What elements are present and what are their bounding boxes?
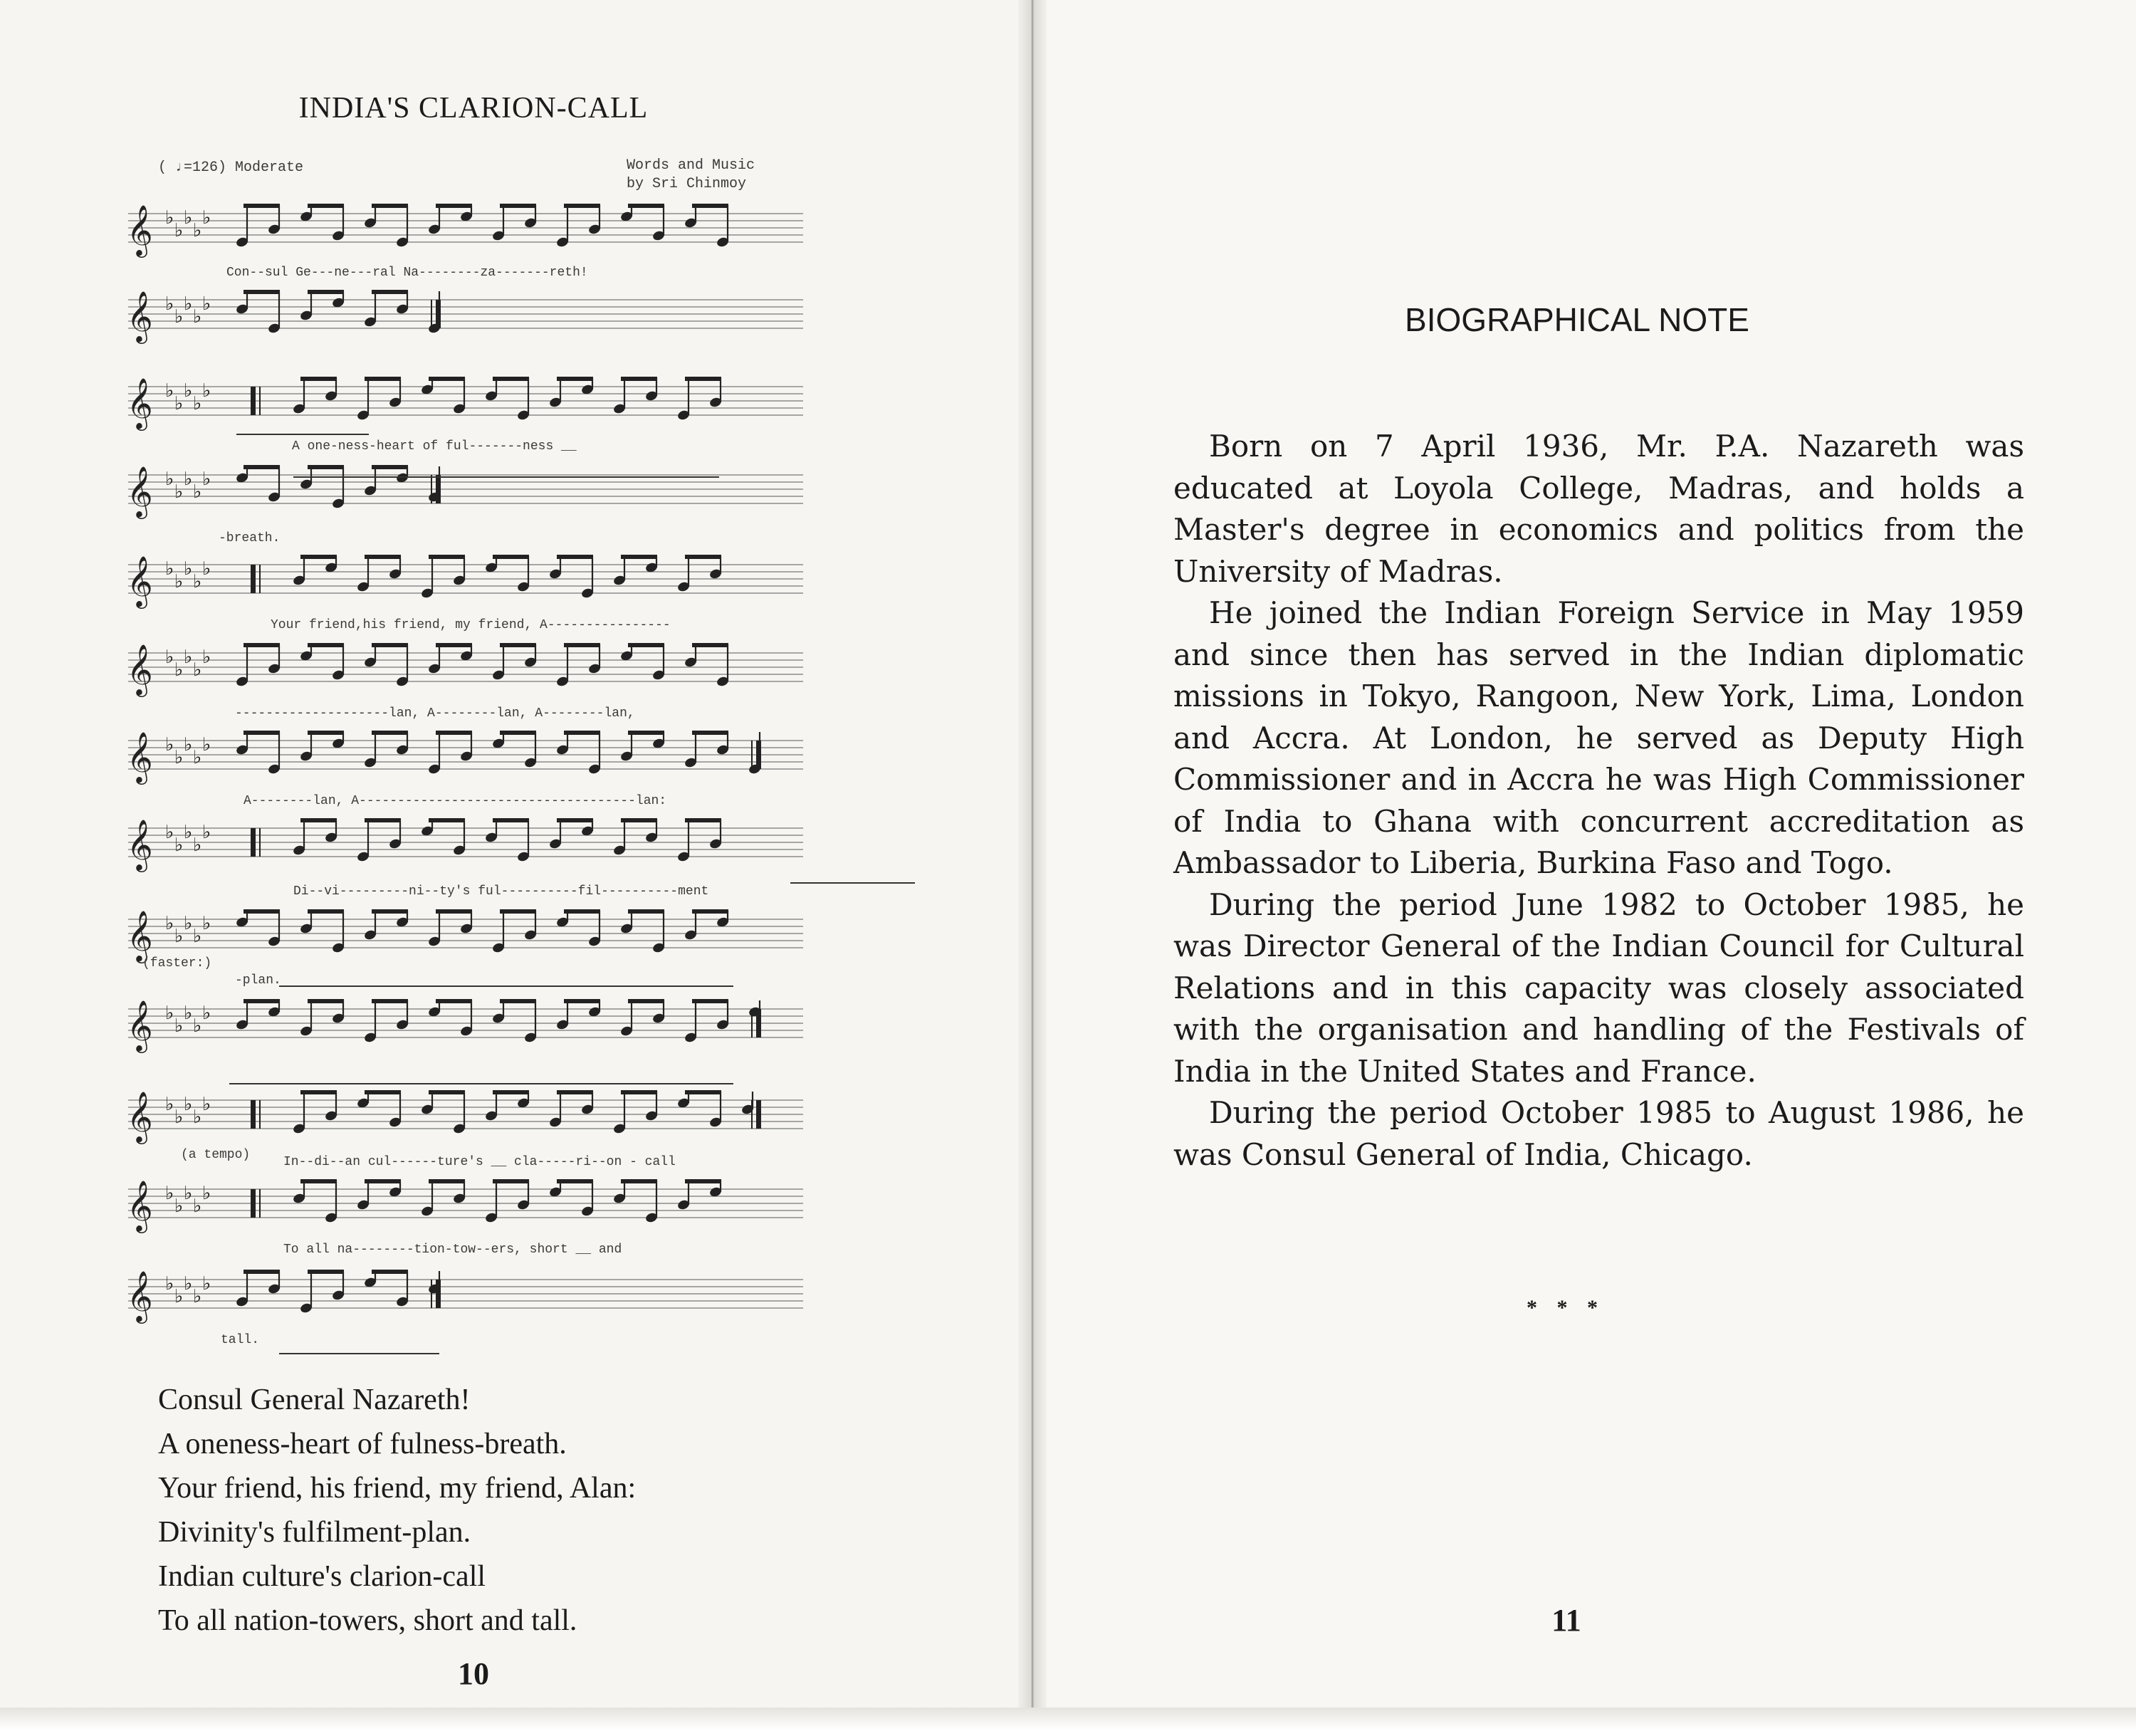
lyric-line-13: tall. [221, 1333, 260, 1347]
repeat-end-barline [756, 1100, 761, 1129]
flat-sign-icon: ♭ [174, 659, 184, 681]
verse-line: Consul General Nazareth! [158, 1384, 471, 1416]
bio-paragraph: During the period October 1985 to August 1986, he was Consul General of India, Chicago. [1173, 1095, 2024, 1172]
song-title: INDIA'S CLARION-CALL [298, 92, 649, 125]
flat-sign-icon: ♭ [193, 926, 202, 947]
note-beam [244, 465, 280, 469]
flat-sign-icon: ♭ [165, 207, 174, 229]
flat-sign-icon: ♭ [202, 647, 211, 668]
lyric-line-7: A--------lan, A------------------------------------lan: [244, 794, 667, 808]
flat-sign-icon: ♭ [165, 1273, 174, 1295]
note-beam [365, 377, 401, 381]
note-beam [500, 909, 536, 914]
flat-sign-icon: ♭ [184, 207, 193, 229]
flat-sign-icon: ♭ [165, 1003, 174, 1024]
note-beam [372, 909, 408, 914]
note-beam [621, 377, 657, 381]
flat-sign-icon: ♭ [184, 380, 193, 402]
verse-line: To all nation-towers, short and tall. [158, 1604, 577, 1637]
flat-sign-icon: ♭ [202, 1003, 211, 1024]
note-beam [372, 643, 408, 647]
note-beam [564, 204, 600, 208]
treble-clef-icon: 𝄞 [127, 818, 153, 870]
repeat-start-barline [251, 828, 256, 857]
flat-sign-icon: ♭ [202, 293, 211, 315]
treble-clef-icon: 𝄞 [127, 731, 153, 783]
flat-sign-icon: ♭ [184, 293, 193, 315]
note-beam [300, 1090, 337, 1094]
flat-sign-icon: ♭ [165, 822, 174, 843]
note-beam [692, 909, 728, 914]
lyric-line-8: Di--vi---------ni--ty's ful----------fil----------ment [293, 884, 709, 899]
lyric-line-11: In--di--an cul------ture's __ cla-----ri--on - call [283, 1155, 676, 1169]
flat-sign-icon: ♭ [193, 747, 202, 768]
note-beam [557, 1179, 593, 1183]
lyric-line-6: --------------------lan, A--------lan, A--------lan, [235, 706, 635, 721]
flat-sign-icon: ♭ [184, 822, 193, 843]
note-beam [244, 1270, 280, 1274]
credit-line: Words and Music [627, 157, 755, 174]
flat-sign-icon: ♭ [202, 380, 211, 402]
repeat-start-barline [251, 565, 256, 593]
bio-paragraph: He joined the Indian Foreign Service in May 1959 and since then has served in the Indian diplomatic missions in Tokyo, Rangoon, New York, Lima, London and Accra. At London, he served as Deputy High Commissioner and in Accra he was High Commissioner of India to Ghana with concurrent accreditation as Ambassador to Liberia, Burkina Faso and Togo. [1173, 595, 2024, 880]
flat-sign-icon: ♭ [202, 1094, 211, 1115]
note-beam [500, 204, 536, 208]
flat-sign-icon: ♭ [174, 306, 184, 328]
flat-sign-icon: ♭ [184, 469, 193, 490]
flat-sign-icon: ♭ [184, 913, 193, 934]
flat-sign-icon: ♭ [193, 1286, 202, 1307]
repeat-end-barline [756, 741, 761, 769]
tempo-marking: ( ♩=126) Moderate [158, 160, 304, 176]
note-beam [429, 1090, 465, 1094]
verse-line: Your friend, his friend, my friend, Alan: [158, 1472, 637, 1505]
note-beam [244, 909, 280, 914]
treble-clef-icon: 𝄞 [127, 1270, 153, 1322]
note-beam [692, 999, 728, 1003]
flat-sign-icon: ♭ [174, 571, 184, 592]
flat-sign-icon: ♭ [165, 647, 174, 668]
page-number-right: 11 [1551, 1603, 1581, 1638]
note-beam [493, 1179, 529, 1183]
note-beam [429, 377, 465, 381]
score-mark-a-tempo: (a tempo) [181, 1148, 251, 1162]
flat-sign-icon: ♭ [202, 558, 211, 580]
flat-sign-icon: ♭ [193, 393, 202, 414]
note-beam [692, 204, 728, 208]
note-beam [628, 204, 664, 208]
treble-clef-icon: 𝄞 [127, 290, 153, 342]
flat-sign-icon: ♭ [202, 913, 211, 934]
bio-paragraph: Born on 7 April 1936, Mr. P.A. Nazareth was educated at Loyola College, Madras, and holds a Master's degree in economics and politics from the University of Madras. [1173, 429, 2024, 589]
flat-sign-icon: ♭ [174, 1107, 184, 1128]
flat-sign-icon: ♭ [174, 220, 184, 241]
note-beam [628, 909, 664, 914]
flat-sign-icon: ♭ [184, 558, 193, 580]
note-beam [685, 1179, 721, 1183]
note-beam [436, 643, 472, 647]
note-beam [621, 818, 657, 822]
treble-clef-icon: 𝄞 [127, 555, 153, 607]
flat-sign-icon: ♭ [193, 1015, 202, 1037]
note-beam [628, 999, 664, 1003]
treble-clef-icon: 𝄞 [127, 909, 153, 961]
note-beam [621, 1090, 657, 1094]
song-verse [158, 1378, 636, 1643]
note-beam [244, 999, 280, 1003]
lyric-line-12: To all na--------tion-tow--ers, short __ and [283, 1243, 622, 1257]
note-beam [692, 731, 728, 735]
note-beam [621, 1179, 657, 1183]
note-beam [564, 731, 600, 735]
note-beam [372, 290, 408, 294]
note-beam [557, 818, 593, 822]
note-beam [436, 204, 472, 208]
right-page [1032, 0, 2136, 1716]
note-beam [493, 555, 529, 559]
flat-sign-icon: ♭ [165, 1094, 174, 1115]
page-bottom-edge [0, 1708, 2136, 1736]
note-beam [308, 290, 344, 294]
note-beam [628, 731, 664, 735]
note-beam [493, 377, 529, 381]
flat-sign-icon: ♭ [165, 293, 174, 315]
note-beam [429, 1179, 465, 1183]
treble-clef-icon: 𝄞 [127, 1090, 153, 1142]
note-beam [500, 731, 536, 735]
flat-sign-icon: ♭ [202, 469, 211, 490]
note-beam [308, 643, 344, 647]
note-beam [308, 731, 344, 735]
note-beam [685, 818, 721, 822]
note-beam [372, 999, 408, 1003]
treble-clef-icon: 𝄞 [127, 643, 153, 695]
note-beam [429, 818, 465, 822]
note-beam [436, 909, 472, 914]
note-beam [365, 1179, 401, 1183]
note-beam [244, 731, 280, 735]
flat-sign-icon: ♭ [193, 220, 202, 241]
flat-sign-icon: ♭ [165, 1183, 174, 1204]
lyric-line-1: Con--sul Ge---ne---ral Na--------za-------reth! [226, 266, 588, 280]
note-beam [308, 465, 344, 469]
flat-sign-icon: ♭ [165, 380, 174, 402]
verse-line: Divinity's fulfilment-plan. [158, 1516, 471, 1549]
flat-sign-icon: ♭ [184, 1003, 193, 1024]
note-beam [436, 999, 472, 1003]
treble-clef-icon: 𝄞 [127, 204, 153, 256]
note-beam [429, 555, 465, 559]
flat-sign-icon: ♭ [193, 306, 202, 328]
note-beam [621, 555, 657, 559]
flat-sign-icon: ♭ [193, 481, 202, 503]
repeat-end-barline [436, 475, 441, 503]
biography-text [1173, 426, 2024, 1176]
flat-sign-icon: ♭ [165, 913, 174, 934]
flat-sign-icon: ♭ [184, 1094, 193, 1115]
flat-sign-icon: ♭ [174, 835, 184, 856]
lyric-line-4: -breath. [219, 531, 281, 545]
treble-clef-icon: 𝄞 [127, 377, 153, 429]
flat-sign-icon: ♭ [193, 659, 202, 681]
note-beam [365, 1090, 401, 1094]
flat-sign-icon: ♭ [202, 734, 211, 755]
flat-sign-icon: ♭ [184, 734, 193, 755]
repeat-start-barline [251, 387, 256, 415]
flat-sign-icon: ♭ [174, 747, 184, 768]
note-beam [300, 377, 337, 381]
note-beam [365, 818, 401, 822]
flat-sign-icon: ♭ [165, 558, 174, 580]
note-beam [372, 1270, 408, 1274]
note-beam [564, 909, 600, 914]
flat-sign-icon: ♭ [184, 1273, 193, 1295]
note-beam [300, 1179, 337, 1183]
flat-sign-icon: ♭ [193, 1107, 202, 1128]
flat-sign-icon: ♭ [193, 835, 202, 856]
note-beam [308, 999, 344, 1003]
note-beam [308, 1270, 344, 1274]
note-beam [500, 643, 536, 647]
note-beam [500, 999, 536, 1003]
note-beam [493, 1090, 529, 1094]
note-beam [300, 555, 337, 559]
note-beam [685, 1090, 721, 1094]
note-beam [308, 204, 344, 208]
flat-sign-icon: ♭ [202, 1183, 211, 1204]
flat-sign-icon: ♭ [174, 1286, 184, 1307]
section-title: BIOGRAPHICAL NOTE [1405, 301, 1749, 338]
note-beam [557, 1090, 593, 1094]
section-separator: * * * [1527, 1296, 1605, 1319]
flat-sign-icon: ♭ [174, 393, 184, 414]
note-beam [372, 204, 408, 208]
note-beam [436, 731, 472, 735]
note-beam [300, 818, 337, 822]
note-beam [244, 204, 280, 208]
flat-sign-icon: ♭ [174, 1196, 184, 1217]
book-spine-gutter [1018, 0, 1047, 1716]
flat-sign-icon: ♭ [165, 734, 174, 755]
note-beam [493, 818, 529, 822]
treble-clef-icon: 𝄞 [127, 465, 153, 517]
flat-sign-icon: ♭ [193, 571, 202, 592]
credit-line: by Sri Chinmoy [627, 176, 747, 192]
repeat-end-barline [756, 1009, 761, 1037]
repeat-start-barline [251, 1189, 256, 1218]
verse-line: Indian culture's clarion-call [158, 1560, 486, 1593]
flat-sign-icon: ♭ [184, 1183, 193, 1204]
flat-sign-icon: ♭ [193, 1196, 202, 1217]
note-beam [564, 643, 600, 647]
repeat-end-barline [436, 1280, 441, 1308]
flat-sign-icon: ♭ [202, 207, 211, 229]
flat-sign-icon: ♭ [165, 469, 174, 490]
flat-sign-icon: ♭ [174, 1015, 184, 1037]
left-page [0, 0, 1032, 1716]
note-beam [692, 643, 728, 647]
note-beam [308, 909, 344, 914]
score-mark-faster: (faster:) [142, 956, 212, 971]
repeat-end-barline [436, 300, 441, 328]
lyric-line-9: -plan. [235, 973, 281, 988]
note-beam [557, 377, 593, 381]
flat-sign-icon: ♭ [184, 647, 193, 668]
note-beam [685, 377, 721, 381]
flat-sign-icon: ♭ [202, 1273, 211, 1295]
note-beam [557, 555, 593, 559]
note-beam [244, 290, 280, 294]
flat-sign-icon: ♭ [174, 926, 184, 947]
treble-clef-icon: 𝄞 [127, 999, 153, 1051]
note-beam [564, 999, 600, 1003]
note-beam [628, 643, 664, 647]
repeat-start-barline [251, 1100, 256, 1129]
note-beam [244, 643, 280, 647]
page-number-left: 10 [458, 1656, 489, 1691]
flat-sign-icon: ♭ [202, 822, 211, 843]
note-beam [365, 555, 401, 559]
treble-clef-icon: 𝄞 [127, 1179, 153, 1231]
lyric-line-3: A one-ness-heart of ful-------ness __ [292, 439, 577, 454]
bio-paragraph: During the period June 1982 to October 1985, he was Director General of the Indian Council for Cultural Relations and in this capacity was closely associated with the organisation and handling of the Festivals of India in the United States and France. [1173, 887, 2024, 1089]
note-beam [372, 731, 408, 735]
lyric-line-5: Your friend,his friend, my friend, A---------------- [271, 618, 671, 632]
note-beam [685, 555, 721, 559]
note-beam [372, 465, 408, 469]
flat-sign-icon: ♭ [174, 481, 184, 503]
verse-line: A oneness-heart of fulness-breath. [158, 1428, 567, 1460]
